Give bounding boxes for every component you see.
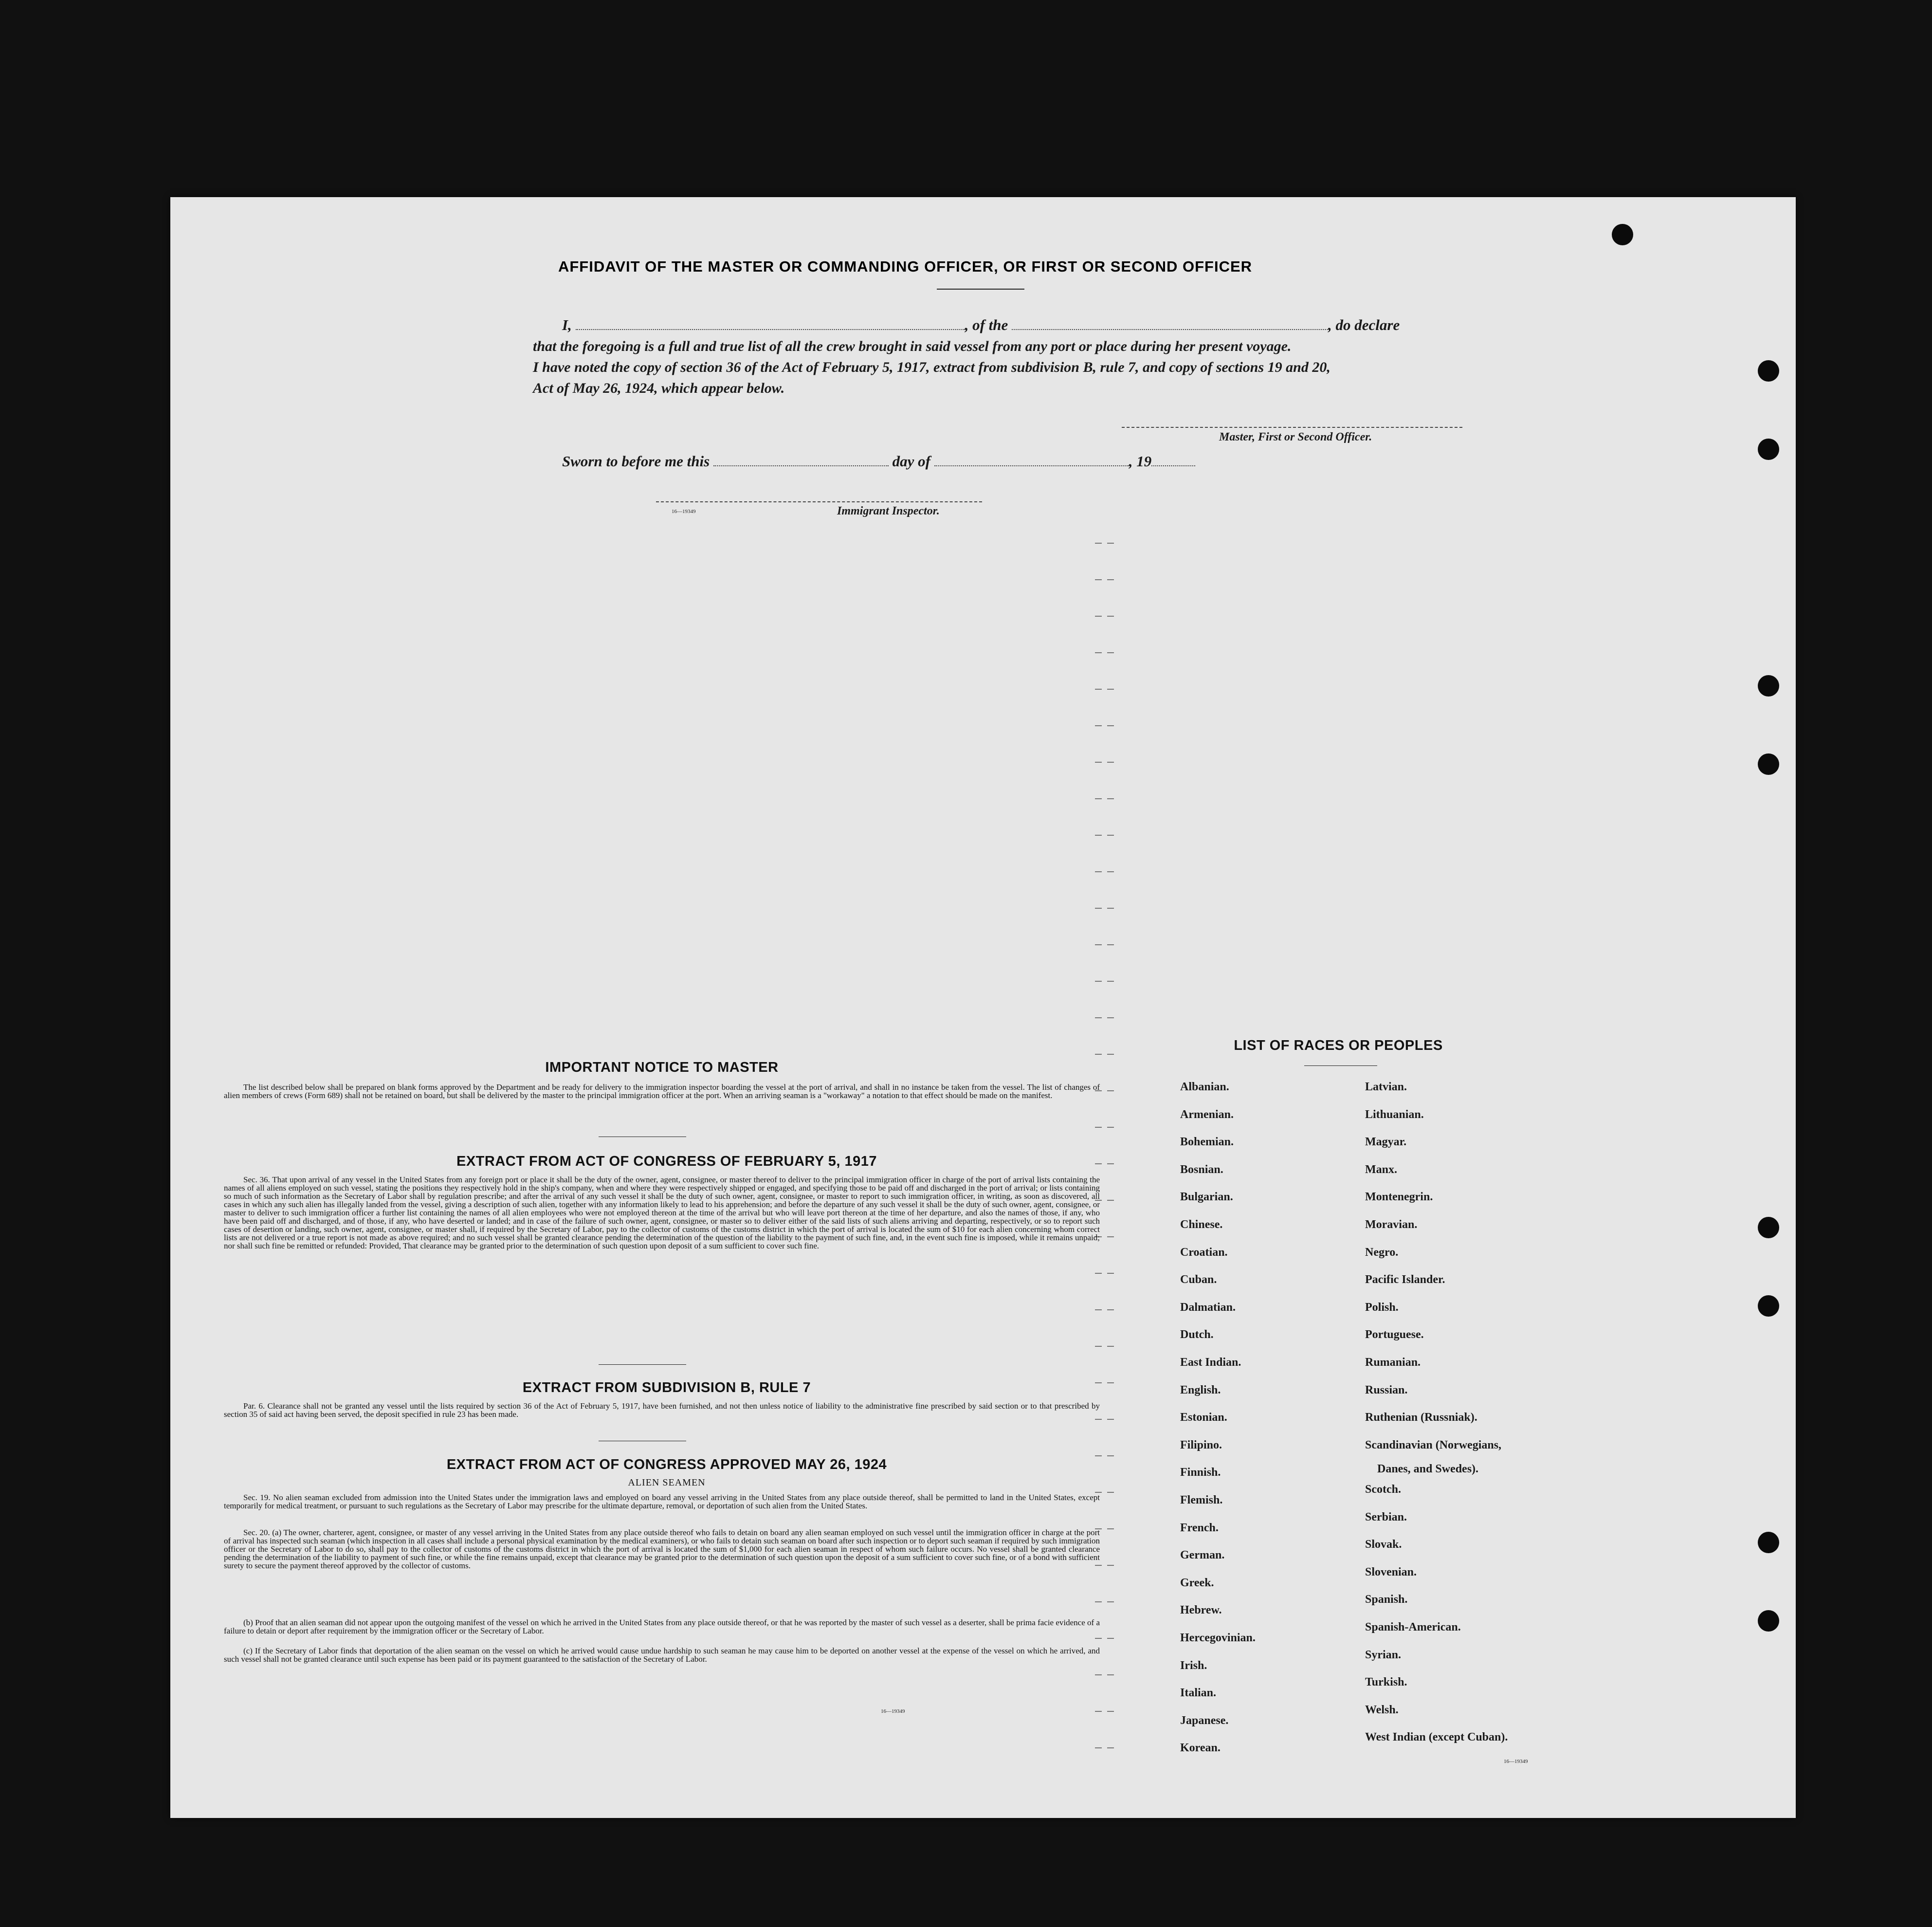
race-item: Turkish. bbox=[1365, 1676, 1407, 1688]
punch-hole bbox=[1758, 360, 1779, 382]
race-item: Bosnian. bbox=[1180, 1163, 1223, 1176]
race-item: Russian. bbox=[1365, 1384, 1408, 1396]
sworn-label: Sworn to before me this bbox=[562, 453, 710, 470]
race-item: Danes, and Swedes). bbox=[1377, 1463, 1479, 1475]
name-field[interactable] bbox=[576, 329, 965, 330]
race-item: Scandinavian (Norwegians, bbox=[1365, 1439, 1502, 1451]
race-item: Dutch. bbox=[1180, 1328, 1214, 1341]
affidavit-line1 bbox=[562, 316, 1618, 336]
notice-body: The list described below shall be prepared on blank forms approved by the Department and be ready for delivery to the immigration inspector boarding the vessel at the port of arrival, and shall in no instance be taken from the vessel. The list of changes of alien members of crews (Form 689) shall not be retained on board, but shall be delivered by the master to the principal immigration officer at the port. When an arriving seaman is a "workaway" a notation to that effect should be made on the manifest. bbox=[224, 1083, 1100, 1100]
extract-1917-body: Sec. 36. That upon arrival of any vessel in the United States from any foreign port or place it shall be the duty of the owner, agent, consignee, or master thereof to deliver to the principal immigration officer in charge of the port of arrival lists containing the names of all aliens employed on such vessel, stating the positions they respectively hold in the ship's company, when and where they were respectively shipped or engaged, and specifying those to be paid off and discharged in the port of arrival; or lists containing so much of such information as the Secretary of Labor shall by regulation prescribe; and after the arrival of any such vessel it shall be the duty of such owner, agent, consignee, or master to report to such immigration officer, in writing, as soon as discovered, all cases in which any such alien has illegally landed from the vessel, giving a description of such alien, together with any information likely to lead to his apprehension; and before the departure of any such vessel it shall be the duty of such owner, agent, consignee, or master to deliver to such immigration officer a further list containing the names of all alien employees who were not employed thereon at the time of the arrival but who will leave port thereon at the time of her departure, and also the names of those, if any, who have been paid off and discharged, and of those, if any, who have deserted or landed; and in case of the failure of such owner, agent, consignee, or master so to deliver either of the said lists of such aliens arriving and departing, respectively, or so to report such cases of desertion or landing, such owner, agent, consignee, or master shall, if required by the Secretary of Labor, pay to the collector of customs of the customs district in which the port of arrival is located the sum of $10 for each alien concerning whom correct lists are not delivered or a true report is not made as above required; and no such vessel shall be granted clearance pending the determination of the question of the liability to the payment of such fine, and, in the event such fine is imposed, while it remains unpaid; nor shall such fine be remitted or refunded: Provided, That clearance may be granted prior to the determination of such question upon deposit of a sum sufficient to cover such fine. bbox=[224, 1175, 1100, 1250]
document-page bbox=[170, 197, 1796, 1818]
affidavit-title: AFFIDAVIT OF THE MASTER OR COMMANDING OFFICER, OR FIRST OR SECOND OFFICER bbox=[558, 258, 1253, 275]
vessel-field[interactable] bbox=[1012, 329, 1328, 330]
race-item: Spanish. bbox=[1365, 1593, 1408, 1606]
extract-1924-title: EXTRACT FROM ACT OF CONGRESS APPROVED MAY 26, 1924 bbox=[446, 1457, 887, 1472]
race-item: Chinese. bbox=[1180, 1218, 1223, 1231]
punch-hole bbox=[1758, 1532, 1779, 1553]
rule7-body: Par. 6. Clearance shall not be granted any vessel until the lists required by section 36 of the Act of February 5, 1917, have been furnished, and not then unless notice of liability to the administrative fine prescribed by said section or to that prescribed by section 35 of said act having been served, the deposit specified in rule 23 has been made. bbox=[224, 1401, 1100, 1419]
sworn-year-field[interactable] bbox=[1151, 465, 1195, 466]
race-item: Manx. bbox=[1365, 1163, 1397, 1176]
race-item: Polish. bbox=[1365, 1301, 1399, 1314]
race-item: English. bbox=[1180, 1384, 1221, 1396]
race-item: Pacific Islander. bbox=[1365, 1273, 1445, 1286]
race-item: Filipino. bbox=[1180, 1439, 1222, 1451]
race-item: Cuban. bbox=[1180, 1273, 1217, 1286]
race-item: German. bbox=[1180, 1549, 1225, 1561]
race-item: Magyar. bbox=[1365, 1136, 1407, 1148]
race-item: Dalmatian. bbox=[1180, 1301, 1236, 1314]
race-item: Hebrew. bbox=[1180, 1604, 1222, 1616]
punch-hole bbox=[1758, 675, 1779, 697]
punch-hole bbox=[1758, 753, 1779, 775]
race-item: West Indian (except Cuban). bbox=[1365, 1731, 1508, 1743]
affidavit-line2: that the foregoing is a full and true list of all the crew brought in said vessel from any port or place during her present voyage. bbox=[533, 338, 1292, 354]
sworn-day-field[interactable] bbox=[713, 465, 889, 466]
extract-1917-title: EXTRACT FROM ACT OF CONGRESS OF FEBRUARY 5, 1917 bbox=[456, 1154, 877, 1169]
form-number: 16—19349 bbox=[672, 509, 696, 514]
form-number: 16—19349 bbox=[1504, 1759, 1528, 1764]
day-of-label: day of bbox=[892, 453, 930, 470]
master-signature-label: Master, First or Second Officer. bbox=[1219, 431, 1372, 443]
divider bbox=[937, 289, 1024, 290]
inspector-signature-line[interactable] bbox=[656, 501, 982, 502]
race-item: Syrian. bbox=[1365, 1649, 1402, 1661]
race-item: Ruthenian (Russniak). bbox=[1365, 1411, 1477, 1424]
race-item: Rumanian. bbox=[1365, 1356, 1421, 1369]
divider bbox=[599, 1364, 686, 1365]
sworn-line bbox=[562, 453, 1195, 470]
race-item: Bohemian. bbox=[1180, 1136, 1234, 1148]
race-item: Korean. bbox=[1180, 1742, 1221, 1754]
race-item: Flemish. bbox=[1180, 1494, 1223, 1506]
race-item: Montenegrin. bbox=[1365, 1191, 1433, 1203]
race-item: Croatian. bbox=[1180, 1246, 1228, 1259]
affidavit-i: I, bbox=[562, 316, 572, 333]
race-item: Estonian. bbox=[1180, 1411, 1227, 1424]
notice-title: IMPORTANT NOTICE TO MASTER bbox=[545, 1060, 779, 1075]
punch-hole bbox=[1612, 224, 1633, 245]
rule7-title: EXTRACT FROM SUBDIVISION B, RULE 7 bbox=[522, 1380, 811, 1395]
affidavit-line4: Act of May 26, 1924, which appear below. bbox=[533, 380, 785, 396]
race-item: Lithuanian. bbox=[1365, 1108, 1424, 1121]
master-signature-line[interactable] bbox=[1122, 427, 1462, 428]
race-item: French. bbox=[1180, 1522, 1219, 1534]
races-title: LIST OF RACES OR PEOPLES bbox=[1234, 1038, 1443, 1053]
race-item: Portuguese. bbox=[1365, 1328, 1424, 1341]
race-item: East Indian. bbox=[1180, 1356, 1241, 1369]
sworn-month-field[interactable] bbox=[934, 465, 1129, 466]
race-item: Spanish-American. bbox=[1365, 1621, 1461, 1633]
race-item: Slovenian. bbox=[1365, 1566, 1417, 1578]
race-item: Bulgarian. bbox=[1180, 1191, 1233, 1203]
race-item: Welsh. bbox=[1365, 1704, 1399, 1716]
do-declare-label: , do declare bbox=[1328, 316, 1400, 333]
race-item: Moravian. bbox=[1365, 1218, 1418, 1231]
race-item: Hercegovinian. bbox=[1180, 1632, 1256, 1644]
race-item: Scotch. bbox=[1365, 1483, 1401, 1496]
alien-seamen-subtitle: ALIEN SEAMEN bbox=[628, 1477, 706, 1488]
race-item: Armenian. bbox=[1180, 1108, 1234, 1121]
race-item: Finnish. bbox=[1180, 1466, 1221, 1479]
inspector-signature-label: Immigrant Inspector. bbox=[837, 505, 940, 517]
race-item: Negro. bbox=[1365, 1246, 1399, 1259]
divider bbox=[1304, 1065, 1377, 1066]
race-item: Serbian. bbox=[1365, 1511, 1407, 1523]
race-item: Greek. bbox=[1180, 1577, 1214, 1589]
sec20a-body: Sec. 20. (a) The owner, charterer, agent, consignee, or master of any vessel arriving in the United States from any place outside thereof who fails to detain on board any alien seaman employed on such vessel until the immigration officer in charge at the port of arrival has inspected such seaman (which inspection in all cases shall include a personal physical examination by the medical examiners), or who fails to detain such seaman on board after such inspection or to deport such seaman if required by such immigration officer or the Secretary of Labor to do so, shall pay to the collector of customs of the customs district in which the port of arrival is located the sum of $1,000 for each alien seaman in respect of whom such failure occurs. No vessel shall be granted clearance pending the determination of the liability to payment of such fine, or while the fine remains unpaid, except that clearance may be granted prior to the determination of such question upon the deposit of a sum sufficient to cover such fine, or of a bond with sufficient surety to secure the payment thereof approved by the collector of customs. bbox=[224, 1528, 1100, 1570]
year-label: , 19 bbox=[1129, 453, 1152, 470]
punch-hole bbox=[1758, 1217, 1779, 1238]
sec20c-body: (c) If the Secretary of Labor finds that deportation of the alien seaman on the vessel on which he arrived would cause undue hardship to such seaman he may cause him to be deported on another vessel at the expense of the vessel on which he arrived, and such vessel shall not be granted clearance until such expense has been paid or its payment guaranteed to the satisfaction of the Secretary of Labor. bbox=[224, 1646, 1100, 1664]
punch-hole bbox=[1758, 1610, 1779, 1632]
sec20b-body: (b) Proof that an alien seaman did not appear upon the outgoing manifest of the vessel on which he arrived in the United States from any place outside thereof, or that he was reported by the master of such vessel as a deserter, shall be prima facie evidence of a failure to detain or deport after requirement by the immigration officer or the Secretary of Labor. bbox=[224, 1618, 1100, 1635]
race-item: Slovak. bbox=[1365, 1538, 1402, 1551]
race-item: Latvian. bbox=[1365, 1081, 1407, 1093]
punch-hole bbox=[1758, 1295, 1779, 1317]
race-item: Italian. bbox=[1180, 1687, 1217, 1699]
punch-hole bbox=[1758, 439, 1779, 460]
form-number: 16—19349 bbox=[881, 1708, 905, 1714]
race-item: Albanian. bbox=[1180, 1081, 1229, 1093]
affidavit-line3: I have noted the copy of section 36 of the Act of February 5, 1917, extract from subdivision B, rule 7, and copy of sections 19 and 20, bbox=[533, 359, 1331, 375]
of-the-label: , of the bbox=[965, 316, 1008, 333]
race-item: Japanese. bbox=[1180, 1714, 1229, 1727]
race-item: Irish. bbox=[1180, 1659, 1207, 1672]
sec19-body: Sec. 19. No alien seaman excluded from admission into the United States under the immigration laws and employed on board any vessel arriving in the United States from any place outside thereof, shall be permitted to land in the United States, except temporarily for medical treatment, or pursuant to such regulations as the Secretary of Labor may prescribe for the ultimate departure, removal, or deportation of such alien from the United States. bbox=[224, 1493, 1100, 1510]
